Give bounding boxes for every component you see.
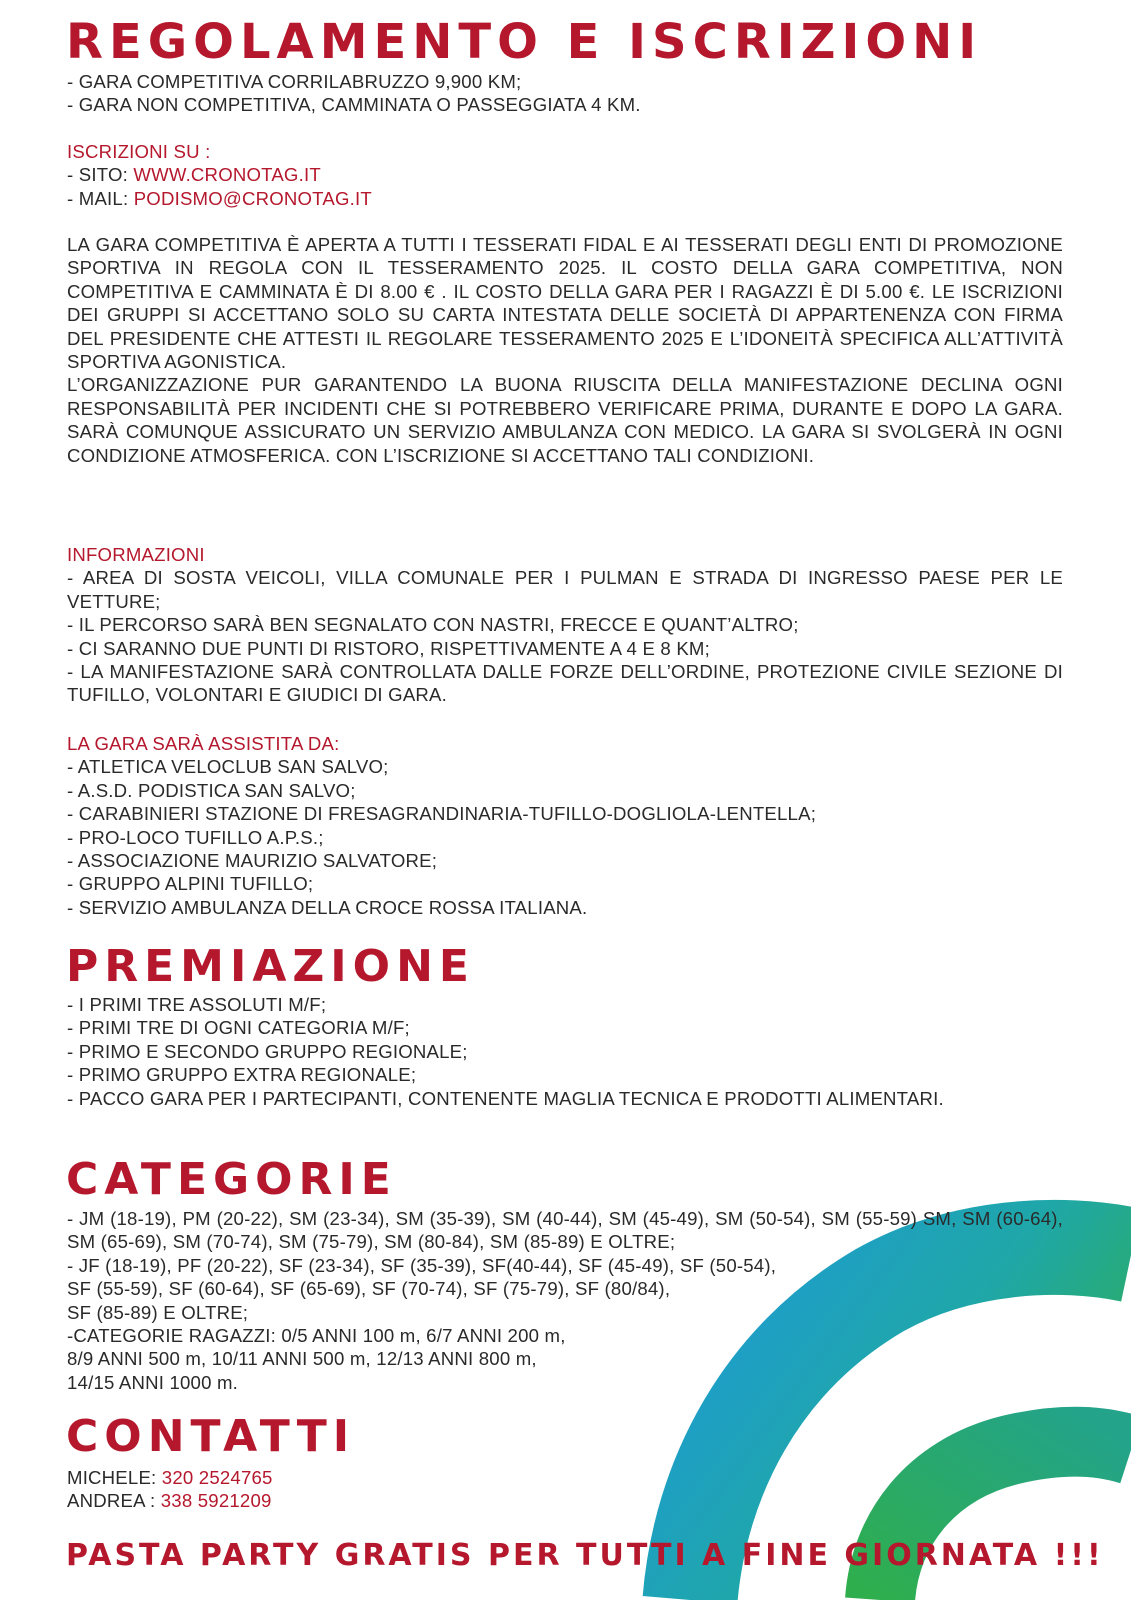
list-item: - AREA DI SOSTA VEICOLI, VILLA COMUNALE PER I PULMAN E STRADA DI INGRESSO PAESE PER LE VETTURE;: [67, 567, 1063, 612]
regolamento-paragraph-1: LA GARA COMPETITIVA È APERTA A TUTTI I TESSERATI FIDAL E AI TESSERATI DEGLI ENTI DI PROMOZIONE SPORTIVA IN REGOLA CON IL TESSERAMENTO 2025. IL COSTO DELLA GARA COMPETITIVA, NON COMPETITIVA E CAMMINATA È DI 8.00 € . IL COSTO DELLA GARA PER I RAGAZZI È DI 5.00 €. LE ISCRIZIONI DEI GRUPPI SI ACCETTANO SOLO SU CARTA INTESTATA DELLE SOCIETÀ DI APPARTENENZA CON FIRMA DEL PRESIDENTE CHE ATTESTI IL REGOLARE TESSERAMENTO 2025 E L’IDONEITÀ SPECIFICA ALL’ATTIVITÀ SPORTIVA AGONISTICA.: [67, 234, 1063, 373]
list-item: - PRIMI TRE DI OGNI CATEGORIA M/F;: [67, 1017, 410, 1039]
list-item: - I PRIMI TRE ASSOLUTI M/F;: [67, 994, 327, 1015]
regolamento-paragraph-2: L’ORGANIZZAZIONE PUR GARANTENDO LA BUONA RIUSCITA DELLA MANIFESTAZIONE DECLINA OGNI RESPONSABILITÀ PER INCIDENTI CHE SI POTREBBERO VERIFICARE PRIMA, DURANTE E DOPO LA GARA. SARÀ COMUNQUE ASSICURATO UN SERVIZIO AMBULANZA CON MEDICO. LA GARA SI SVOLGERÀ IN OGNI CONDIZIONE ATMOSFERICA. CON L’ISCRIZIONE SI ACCETTANO TALI CONDIZIONI.: [67, 374, 1063, 466]
contact-phone[interactable]: 338 5921209: [160, 1490, 272, 1512]
categorie-ragazzi-1: -CATEGORIE RAGAZZI: 0/5 ANNI 100 m, 6/7 ANNI 200 m,: [67, 1325, 566, 1347]
sito-link[interactable]: WWW.CRONOTAG.IT: [133, 164, 321, 186]
contact-andrea: [67, 1489, 1063, 1512]
categorie-femminili-1: - JF (18-19), PF (20-22), SF (23-34), SF (35-39), SF(40-44), SF (45-49), SF (50-54),: [67, 1254, 777, 1276]
pasta-party-banner: PASTA PARTY GRATIS PER TUTTI A FINE GIORNATA !!!: [66, 1538, 1104, 1573]
list-item: - LA MANIFESTAZIONE SARÀ CONTROLLATA DALLE FORZE DELL’ORDINE, PROTEZIONE CIVILE SEZIONE DI TUFILLO, VOLONTARI E GIUDICI DI GARA.: [67, 661, 1063, 706]
sito-line: [67, 163, 1063, 186]
list-item: - A.S.D. PODISTICA SAN SALVO;: [67, 779, 356, 801]
iscrizioni-section: [67, 140, 1063, 210]
list-item: - CARABINIERI STAZIONE DI FRESAGRANDINARIA-TUFILLO-DOGLIOLA-LENTELLA;: [67, 803, 817, 825]
categorie-ragazzi-3: 14/15 ANNI 1000 m.: [67, 1371, 239, 1393]
list-item: - ATLETICA VELOCLUB SAN SALVO;: [67, 756, 389, 778]
informazioni-heading: INFORMAZIONI: [67, 544, 205, 565]
list-item: - PACCO GARA PER I PARTECIPANTI, CONTENENTE MAGLIA TECNICA E PRODOTTI ALIMENTARI.: [67, 1087, 944, 1109]
iscrizioni-heading: ISCRIZIONI SU :: [67, 141, 211, 162]
contact-name: MICHELE:: [67, 1467, 162, 1488]
categorie-title: CATEGORIE: [66, 1154, 397, 1205]
regolamento-title: REGOLAMENTO E ISCRIZIONI: [66, 14, 983, 70]
list-item: - PRIMO GRUPPO EXTRA REGIONALE;: [67, 1064, 417, 1086]
informazioni-section: [67, 543, 1063, 707]
list-item: - PRO-LOCO TUFILLO A.P.S.;: [67, 826, 324, 848]
list-item: - SERVIZIO AMBULANZA DELLA CROCE ROSSA ITALIANA.: [67, 896, 588, 918]
categorie-maschili: - JM (18-19), PM (20-22), SM (23-34), SM (35-39), SM (40-44), SM (45-49), SM (50-54), SM (55-59) SM, SM (60-64), SM (65-69), SM (70-74), SM (75-79), SM (80-84), SM (85-89) E OLTRE;: [67, 1208, 1063, 1253]
gara-competitiva: - GARA COMPETITIVA CORRILABRUZZO 9,900 KM;: [67, 71, 522, 92]
categorie-ragazzi-2: 8/9 ANNI 500 m, 10/11 ANNI 500 m, 12/13 ANNI 800 m,: [67, 1348, 537, 1370]
mail-link[interactable]: PODISMO@CRONOTAG.IT: [133, 187, 372, 209]
premiazione-title: PREMIAZIONE: [66, 941, 475, 992]
list-item: - PRIMO E SECONDO GRUPPO REGIONALE;: [67, 1040, 468, 1062]
contatti-list: [67, 1466, 1063, 1513]
contact-michele: [67, 1466, 1063, 1489]
categorie-list: [67, 1207, 1063, 1394]
contatti-title: CONTATTI: [66, 1411, 356, 1462]
assistenza-section: [67, 732, 1063, 919]
sito-label: - SITO:: [67, 164, 134, 186]
regolamento-text: [67, 233, 1063, 467]
categorie-femminili-3: SF (85-89) E OLTRE;: [67, 1301, 249, 1323]
gare-list: [67, 70, 1063, 117]
list-item: - IL PERCORSO SARÀ BEN SEGNALATO CON NASTRI, FRECCE E QUANT’ALTRO;: [67, 614, 799, 636]
list-item: - GRUPPO ALPINI TUFILLO;: [67, 873, 314, 895]
assistenza-heading: LA GARA SARÀ ASSISTITA DA:: [67, 733, 340, 754]
categorie-femminili-2: SF (55-59), SF (60-64), SF (65-69), SF (70-74), SF (75-79), SF (80/84),: [67, 1278, 671, 1300]
premiazione-list: [67, 993, 1063, 1110]
gara-non-competitiva: - GARA NON COMPETITIVA, CAMMINATA O PASSEGGIATA 4 KM.: [67, 94, 641, 116]
contact-phone[interactable]: 320 2524765: [161, 1467, 273, 1488]
list-item: - ASSOCIAZIONE MAURIZIO SALVATORE;: [67, 850, 438, 872]
mail-label: - MAIL:: [67, 187, 134, 209]
contact-name: ANDREA :: [67, 1490, 161, 1512]
list-item: - CI SARANNO DUE PUNTI DI RISTORO, RISPETTIVAMENTE A 4 E 8 KM;: [67, 637, 710, 659]
mail-line: [67, 187, 1063, 210]
